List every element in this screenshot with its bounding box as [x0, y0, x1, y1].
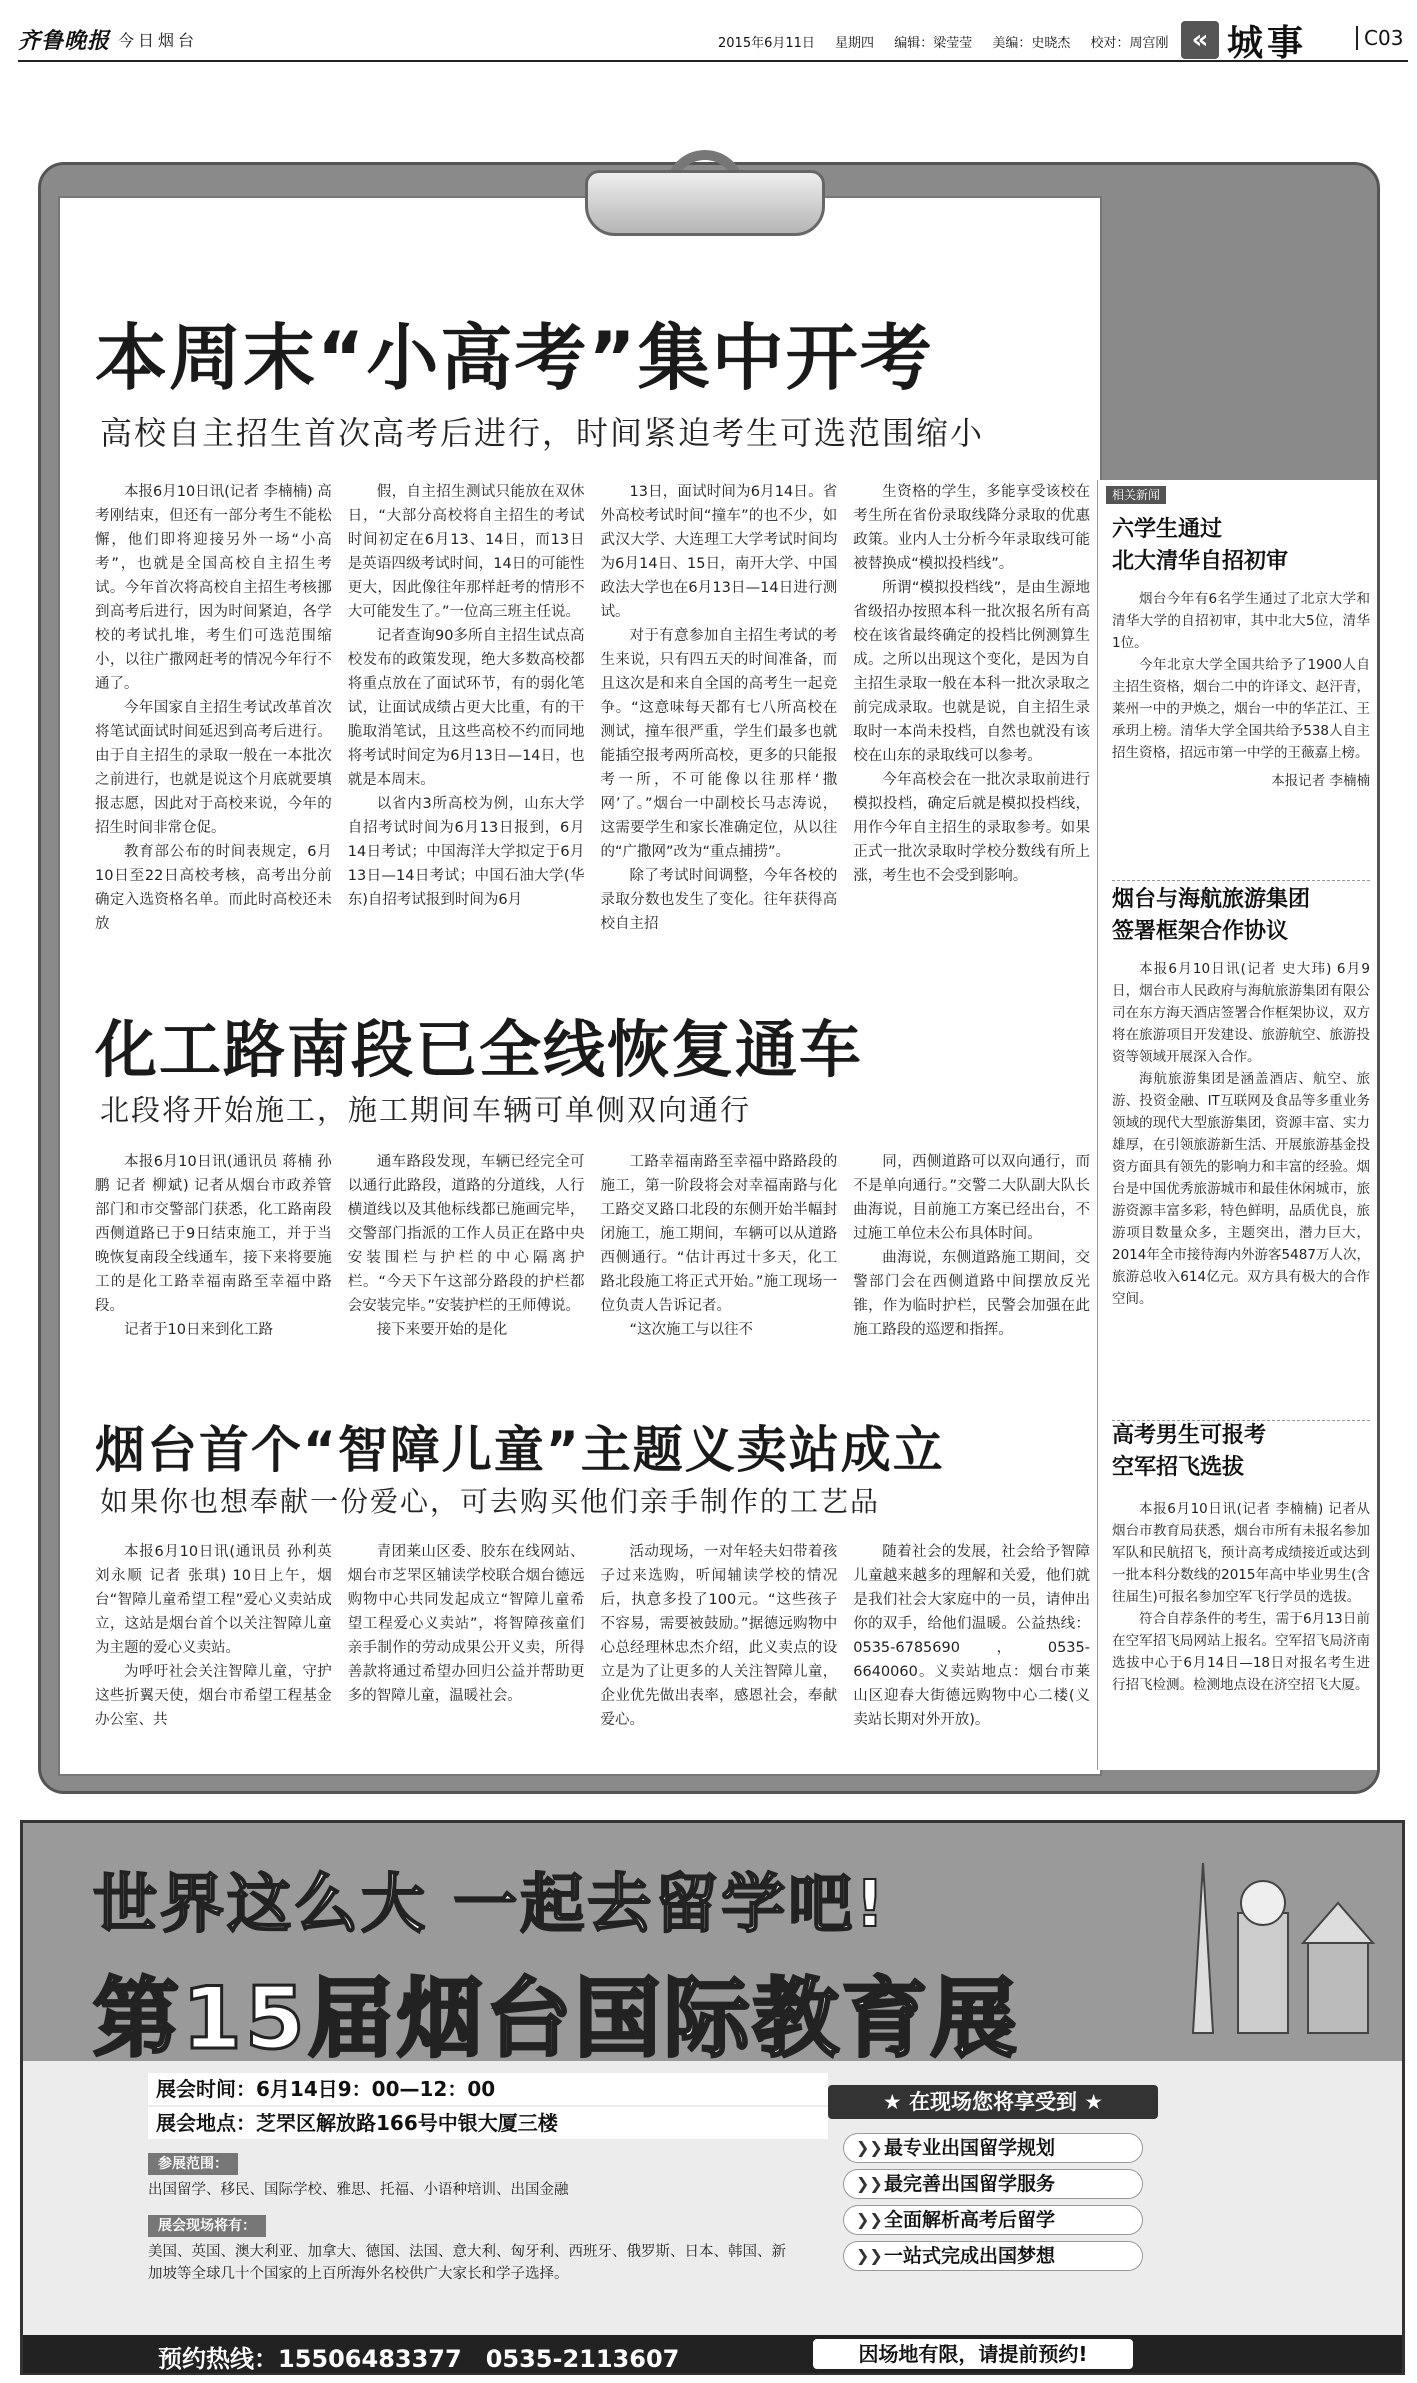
article-paragraph: 记者于10日来到化工路	[124, 1322, 273, 1338]
issue-weekday: 星期四	[835, 36, 875, 51]
sidebar-paragraph: 海航旅游集团是涵盖酒店、航空、旅游、投资金融、IT互联网及食品等多重业务领域的现代大型旅游集团，资源丰富、实力雄厚，在引领旅游新生活、开展旅游基金投资方面具有领先的影响力和丰富的经验。烟台是中国优秀旅游城市和最佳休闲城市，旅游资源丰富多彩，特色鲜明，品质优良，旅游项目数量众多，主题突出，潜力巨大，2014年全市接待海内外游客5487万人次，旅游总收入614亿元。双方具有极大的合作空间。	[1112, 1071, 1370, 1307]
article-paragraph: 接下来要开始的是化	[376, 1322, 508, 1338]
article3-body	[95, 1540, 1090, 1760]
benefit-item	[843, 2133, 1143, 2163]
article1-subtitle: 高校自主招生首次高考后进行，时间紧迫考生可选范围缩小	[100, 414, 985, 452]
article-paragraph: 本报6月10日讯(通讯员 蒋楠 孙鹏 记者 柳斌) 记者从烟台市政养管部门和市交警部门获悉，化工路南段西侧道路已于9日结束施工，并于当晚恢复南段全线通车，接下来将要施工的是化工路幸福南路至幸福中路段。	[95, 1154, 332, 1314]
sidebar-paragraph: 今年北京大学全国共给予了1900人自主招生资格，烟台二中的许译文、赵汗青，莱州一中的尹焕之，烟台一中的华芷江、王承玥上榜。清华大学全国共给予538人自主招生资格，招远市第一中学的王薇嘉上榜。	[1112, 657, 1370, 761]
article-column	[95, 1540, 332, 1760]
world-landmarks-icon	[1143, 1843, 1383, 2043]
scope-label: 参展范围：	[148, 2153, 238, 2175]
article3-subtitle: 如果你也想奉献一份爱心，可去购买他们亲手制作的工艺品	[100, 1485, 881, 1518]
article-paragraph: 记者查询90多所自主招生试点高校发布的政策发现，绝大多数高校都将重点放在了面试环节，有的弱化笔试，让面试成绩占更大比重，有的干脆取消笔试，且这些高校不约而同地将考试时间定为6月13日—14日，也就是本周末。	[347, 628, 585, 788]
article-paragraph: 为呼吁社会关注智障儿童，守护这些折翼天使，烟台市希望工程基金办公室、共	[95, 1664, 332, 1728]
article-column	[853, 1540, 1090, 1760]
expo-time: 展会时间：6月14日9：00—12：00	[148, 2073, 828, 2105]
sidebar-item-body	[1112, 1498, 1370, 1766]
related-news-sidebar	[1097, 480, 1377, 1770]
article-paragraph: 除了考试时间调整，今年各校的录取分数也发生了变化。往年获得高校自主招	[600, 868, 838, 932]
article-paragraph: “这次施工与以往不	[629, 1322, 754, 1338]
article-paragraph: 随着社会的发展，社会给予智障儿童越来越多的理解和关爱，他们就是我们社会大家庭中的一员，请伸出你的双手，给他们温暖。公益热线：0535-6785690，0535-6640060。义卖站地点：烟台市莱山区迎春大街德远购物中心二楼(义卖站长期对外开放)。	[853, 1544, 1090, 1728]
designer-credit: 美编：史晓杰	[992, 36, 1071, 51]
sidebar-byline: 本报记者 李楠楠	[1271, 773, 1370, 789]
sidebar-paragraph: 本报6月10日讯(记者 史大玮) 6月9日，烟台市人民政府与海航旅游集团有限公司在东方海天酒店签署合作框架协议，双方将在旅游项目开发建设、旅游航空、旅游投资等领域开展深入合作。	[1112, 961, 1370, 1065]
article-paragraph: 以省内3所高校为例，山东大学自招考试时间为6月13日报到，6月14日考试；中国海洋大学拟定于6月13日—14日考试；中国石油大学(华东)自招考试报到时间为6月	[347, 796, 585, 908]
chevron-right-icon: ❯❯	[856, 2138, 883, 2157]
booking-hotline: 预约热线：15506483377 0535-2113607	[158, 2345, 680, 2373]
article-paragraph: 13日，面试时间为6月14日。省外高校考试时间“撞车”的也不少，如武汉大学、大连理工大学考试时间均为6月14日、15日，南开大学、中国政法大学也在6月13日—14日进行测试。	[600, 484, 838, 620]
sidebar-item-body	[1112, 958, 1370, 1408]
article-column	[348, 1540, 585, 1760]
article-paragraph: 所谓“模拟投档线”，是由生源地省级招办按照本科一批次报名所有高校在该省最终确定的投档比例测算生成。之所以出现这个变化，是因为自主招生录取一般在本科一批次录取之前完成录取。也就是说，自主招生录取时一本尚未投档，自然也就没有该校在山东的录取线可以参考。	[853, 580, 1090, 764]
ad-footer-bar	[23, 2335, 1402, 2373]
section-name: 今日烟台	[118, 31, 199, 50]
article3-title: 烟台首个“智障儿童”主题义卖站成立	[95, 1421, 945, 1479]
article-paragraph: 对于有意参加自主招生考试的考生来说，只有四五天的时间准备，而且这次是和来自全国的高考生一起竞争。“这意味每天都有七八所高校在测试，撞车很严重，学生们最多也就能插空报考两所高校，更多的只能报考一所，不可能像以往那样‘撒网’了。”烟台一中副校长马志涛说，这需要学生和家长准确定位，从以往的“广撒网”改为“重点捕捞”。	[600, 628, 838, 860]
clip-body	[585, 170, 825, 236]
article1-body	[95, 480, 1090, 935]
benefit-label: 全面解析高考后留学	[884, 2209, 1056, 2231]
related-news-tag: 相关新闻	[1106, 486, 1166, 504]
double-chevron-left-icon: «	[1181, 21, 1219, 59]
article-column	[348, 480, 585, 935]
sidebar-item-body	[1112, 588, 1370, 868]
benefit-item	[843, 2169, 1143, 2199]
article-paragraph: 教育部公布的时间表规定，6月10日至22日高校考核，高考出分前确定入选资格名单。而此时高校还未放	[95, 844, 332, 932]
article-paragraph: 曲海说，东侧道路施工期间，交警部门会在西侧道路中间摆放反光锥，作为临时护栏，民警会加强在此施工路段的巡逻和指挥。	[853, 1250, 1090, 1338]
article-column	[601, 1150, 838, 1370]
sidebar-paragraph: 符合自荐条件的考生，需于6月13日前在空军招飞局网站上报名。空军招飞局济南选拔中心于6月14日—18日对报名考生进行招飞检测。检测地点设在济空招飞大厦。	[1112, 1611, 1370, 1693]
chevron-right-icon: ❯❯	[856, 2210, 883, 2229]
ad-expo-title: 第15届烟台国际教育展	[93, 1969, 1020, 2069]
countries-label: 展会现场将有：	[148, 2215, 266, 2237]
benefits-heading: ★ 在现场您将享受到 ★	[828, 2085, 1158, 2119]
issue-date: 2015年6月11日	[718, 36, 815, 51]
chevron-right-icon: ❯❯	[856, 2246, 883, 2265]
scope-text: 出国留学、移民、国际学校、雅思、托福、小语种培训、出国金融	[148, 2182, 569, 2198]
article-column	[95, 1150, 332, 1370]
article-column	[601, 480, 838, 935]
column-badge	[1181, 20, 1341, 64]
article-column	[853, 480, 1090, 935]
education-expo-ad	[20, 1820, 1405, 2375]
article-paragraph: 通车路段发现，车辆已经完全可以通行此路段，道路的分道线，人行横道线以及其他标线都已施画完毕，交警部门指派的工作人员正在路中央安装围栏与护栏的中心隔离护栏。“今天下午这部分路段的护栏都会安装完毕。”安装护栏的王师傅说。	[347, 1154, 585, 1314]
benefit-label: 一站式完成出国梦想	[884, 2245, 1056, 2267]
page-number: C03	[1356, 26, 1403, 50]
proofreader-credit: 校对：周宫刚	[1090, 36, 1169, 51]
article-column	[601, 1540, 838, 1760]
expo-venue: 展会地点：芝罘区解放路166号中银大厦三楼	[148, 2107, 828, 2139]
article-paragraph: 本报6月10日讯(记者 李楠楠) 高考刚结束，但还有一部分考生不能松懈，他们即将迎接另外一场“小高考”，也就是全国高校自主招生考试。今年首次将高校自主招生考核挪到高考后进行，因为时间紧迫，各学校的考试扎堆，考生们可选范围缩小，以往广撒网赶考的情况今年行不通了。	[95, 484, 332, 692]
article2-subtitle: 北段将开始施工，施工期间车辆可单侧双向通行	[100, 1093, 752, 1127]
benefit-item	[843, 2241, 1143, 2271]
benefit-item	[843, 2205, 1143, 2235]
ad-headline: 世界这么大 一起去留学吧!	[93, 1868, 888, 1942]
article-paragraph: 青团莱山区委、胶东在线网站、烟台市芝罘区辅读学校联合烟台德远购物中心共同发起成立“智障儿童希望工程爱心义卖站”，将智障孩童们亲手制作的劳动成果公开义卖，所得善款将通过希望办回归公益并帮助更多的智障儿童，温暖社会。	[347, 1544, 585, 1704]
article-paragraph: 工路幸福南路至幸福中路路段的施工，第一阶段将会对幸福南路与化工路交叉路口北段的东侧开始半幅封闭施工，施工期间，车辆可以从道路西侧通行。“估计再过十多天，化工路北段施工将正式开始。”施工现场一位负责人告诉记者。	[600, 1154, 838, 1314]
sidebar-item-title: 高考男生可报考 空军招飞选拔	[1112, 1423, 1267, 1480]
sidebar-paragraph: 本报6月10日讯(记者 李楠楠) 记者从烟台市教育局获悉，烟台市所有未报名参加军队和民航招飞，预计高考成绩接近或达到一批本科分数线的2015年高中毕业男生(含往届生)可报名参加空军飞行学员的选拔。	[1112, 1501, 1370, 1605]
editor-credit: 编辑：梁莹莹	[894, 36, 973, 51]
clipboard-clip-icon	[585, 150, 825, 240]
countries-text: 美国、英国、澳大利亚、加拿大、德国、法国、意大利、匈牙利、西班牙、俄罗斯、日本、韩国、新加坡等全球几十个国家的上百所海外名校供广大家长和学子选择。	[148, 2244, 786, 2282]
ad-banner	[23, 1823, 1402, 2069]
sidebar-divider	[1112, 880, 1370, 881]
article-column	[95, 480, 332, 935]
article-paragraph: 假，自主招生测试只能放在双休日，“大部分高校将自主招生的考试时间初定在6月13、14日，而13日是英语四级考试时间，14日的可能性更大，因此像往年那样赶考的情形不大可能发生了。”一位高三班主任说。	[347, 484, 585, 620]
article-paragraph: 本报6月10日讯(通讯员 孙利英 刘永顺 记者 张琪) 10日上午，烟台“智障儿童希望工程”爱心义卖站成立，这站是烟台首个以关注智障儿童为主题的爱心义卖站。	[95, 1544, 332, 1656]
article-paragraph: 今年国家自主招生考试改革首次将笔试面试时间延迟到高考后进行。由于自主招生的录取一般在一本批次之前进行，也就是说这个月底就要填报志愿，因此对于高校来说，今年的招生时间非常仓促。	[95, 700, 332, 836]
chevron-right-icon: ❯❯	[856, 2174, 883, 2193]
sidebar-item-title: 烟台与海航旅游集团 签署框架合作协议	[1112, 887, 1311, 944]
masthead	[18, 20, 1408, 62]
article-paragraph: 活动现场，一对年轻夫妇带着孩子过来选购，听闻辅读学校的情况后，执意多投了100元。“这些孩子不容易，需要被鼓励。”据德远购物中心总经理林忠杰介绍，此义卖点的设立是为了让更多的人关注智障儿童，企业优先做出表率，感恩社会，奉献爱心。	[600, 1544, 838, 1728]
sidebar-item-title: 六学生通过 北大清华自招初审	[1112, 517, 1289, 574]
article-paragraph: 生资格的学生，多能享受该校在考生所在省份录取线降分录取的优惠政策。业内人士分析今年录取线可能被替换成“模拟投档线”。	[853, 484, 1090, 572]
article-paragraph: 今年高校会在一批次录取前进行模拟投档，确定后就是模拟投档线，用作今年自主招生的录取参考。如果正式一批次录取时学校分数线有所上涨，考生也不会受到影响。	[853, 772, 1090, 884]
benefit-label: 最完善出国留学服务	[884, 2173, 1056, 2195]
article2-title: 化工路南段已全线恢复通车	[95, 1013, 864, 1086]
article1-title: 本周末“小高考”集中开考	[95, 316, 934, 400]
column-name: 城事	[1227, 22, 1308, 64]
article-column	[348, 1150, 585, 1370]
article2-body	[95, 1150, 1090, 1370]
article-paragraph: 同，西侧道路可以双向通行，而不是单向通行。”交警二大队副大队长曲海说，目前施工方案已经出台，不过施工单位未公布具体时间。	[853, 1154, 1090, 1242]
newspaper-logo: 齐鲁晚报	[18, 28, 111, 54]
benefit-label: 最专业出国留学规划	[884, 2137, 1056, 2159]
sidebar-paragraph: 烟台今年有6名学生通过了北京大学和清华大学的自招初审，其中北大5位，清华1位。	[1112, 591, 1370, 651]
issue-meta	[718, 32, 1185, 51]
article-column	[853, 1150, 1090, 1370]
limited-space-notice: 因场地有限，请提前预约!	[813, 2339, 1133, 2369]
